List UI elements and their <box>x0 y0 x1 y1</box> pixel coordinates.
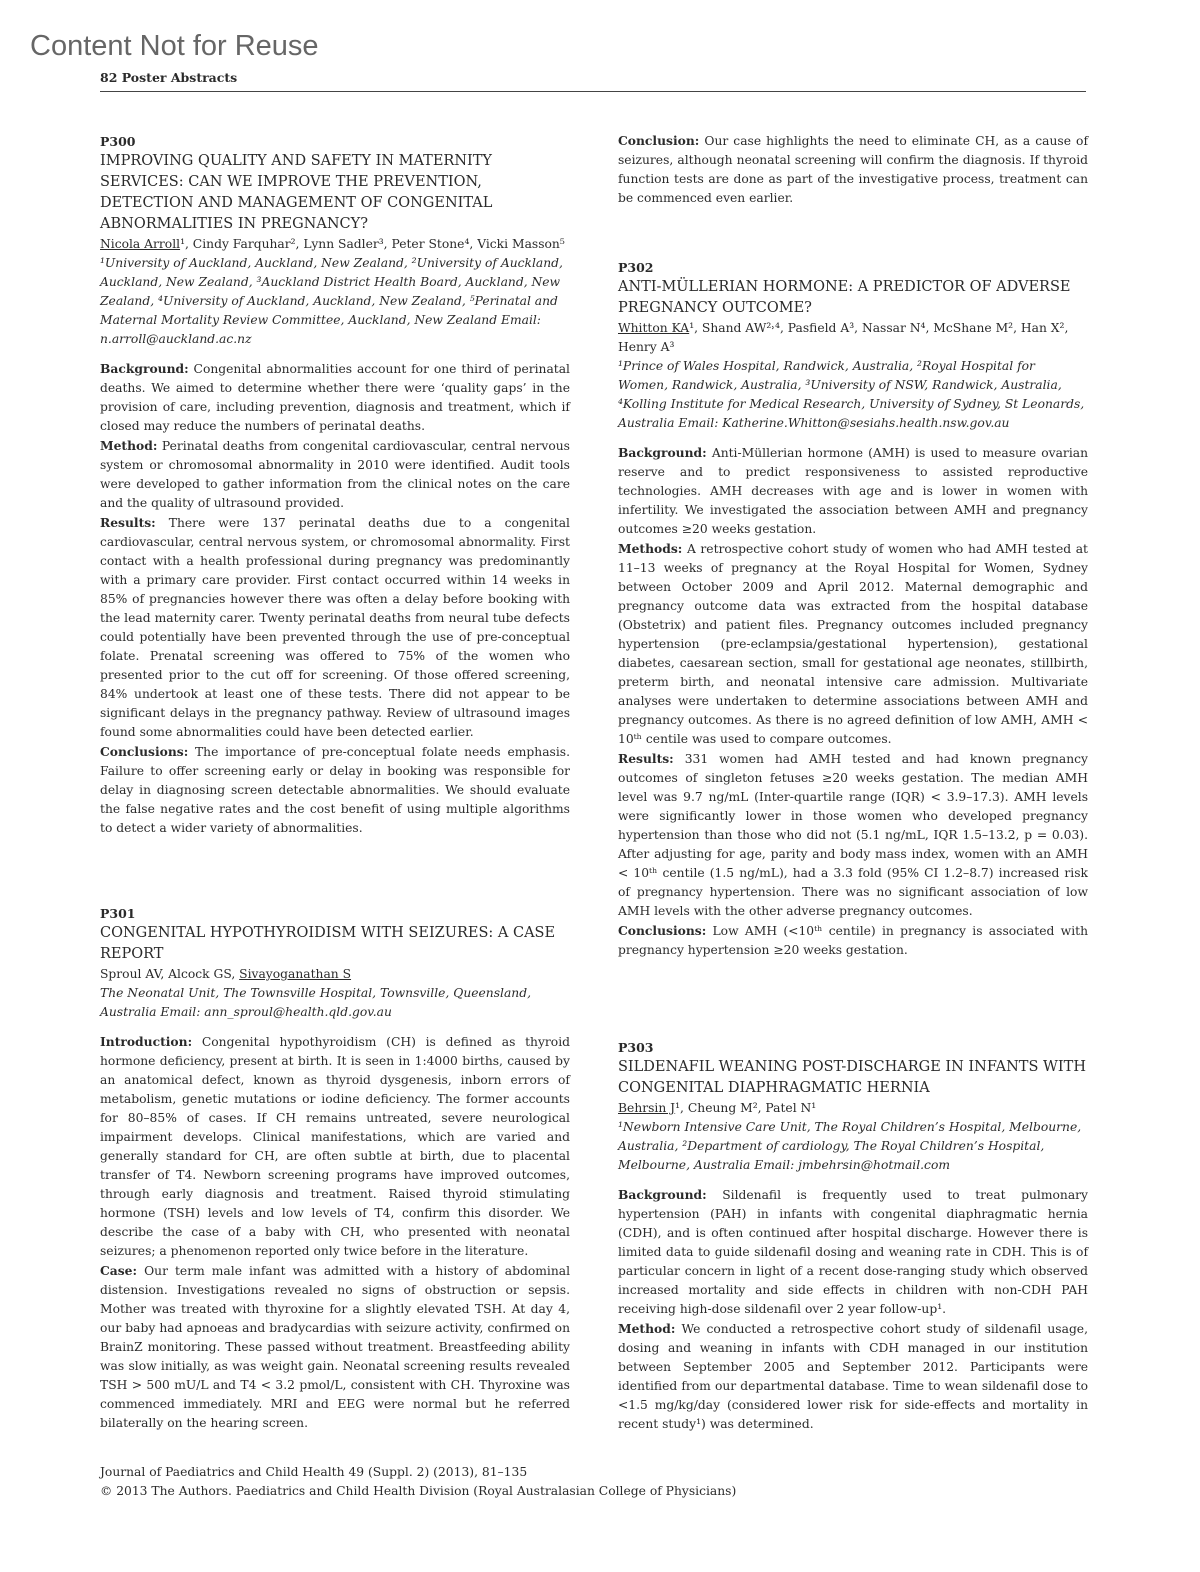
section <box>100 436 570 513</box>
section-text: A retrospective cohort study of women who had AMH tested at 11–13 weeks of pregnancy at the Royal Hospital for Women, Sydney between October 2009 and April 2012. Maternal demographic and pregnancy outcome data was extracted from the hospital database (Obstetrix) and patient files. Pregnancy outcomes included pregnancy hypertension (pre-eclampsia/gestational hypertension), gestational diabetes, caesarean section, small for gestational age neonates, stillbirth, preterm birth, and neonatal intensive care admission. Multivariate analyses were undertaken to determine associations between AMH and pregnancy outcomes. As there is no agreed definition of low AMH, AMH < 10ᵗʰ centile was used to compare outcomes. <box>618 542 1088 746</box>
running-header: 82 Poster Abstracts <box>100 70 238 85</box>
section-label: Introduction: <box>100 1034 193 1049</box>
presenter: Behrsin J <box>618 1101 676 1115</box>
section-text: 331 women had AMH tested and had known pregnancy outcomes of singleton fetuses ≥20 weeks gestation. The median AMH level was 9.7 ng/mL (Inter-quartile range (IQR) < 3.9–17.3). AMH levels were significantly lower in those women who developed pregnancy hypertension than those who did not (5.1 ng/mL, IQR 1.5–13.2, p = 0.03). After adjusting for age, parity and body mass index, women with an AMH < 10ᵗʰ centile (1.5 ng/mL), had a 3.3 fold (95% CI 1.2–8.7) increased risk of pregnancy hypertension. There was no significant association of low AMH levels with the other adverse pregnancy outcomes. <box>618 752 1088 918</box>
section-label: Method: <box>100 438 158 453</box>
presenter: Sivayoganathan S <box>239 967 352 981</box>
section-label: Background: <box>618 1187 707 1202</box>
section <box>100 1261 570 1433</box>
authors-rest: ¹, Cheung M², Patel N¹ <box>675 1101 817 1115</box>
abstract-title: IMPROVING QUALITY AND SAFETY IN MATERNITY SERVICES: CAN WE IMPROVE THE PREVENTION, DETECTION AND MANAGEMENT OF CONGENITAL ABNORMALITIES IN PREGNANCY? <box>100 153 493 232</box>
authors <box>618 1099 1088 1118</box>
section <box>618 539 1088 749</box>
section-label: Method: <box>618 1321 676 1336</box>
section-text: Anti-Müllerian hormone (AMH) is used to measure ovarian reserve and to predict responsiveness to assisted reproductive technologies. AMH decreases with age and is lower in women with infertility. We investigated the association between AMH and pregnancy outcomes ≥20 weeks gestation. <box>618 446 1088 536</box>
section <box>618 1185 1088 1319</box>
affiliations: ¹Prince of Wales Hospital, Randwick, Australia, ²Royal Hospital for Women, Randwick, Australia, ³University of NSW, Randwick, Australia, ⁴Kolling Institute for Medical Research, University of Sydney, St Leonards, Australia Email: Katherine.Whitton@sesiahs.health.nsw.gov.au <box>618 359 1085 430</box>
section-text: Congenital hypothyroidism (CH) is defined as thyroid hormone deficiency, present at birth. It is seen in 1:4000 births, caused by an anatomical defect, known as thyroid dysgenesis, inborn errors of metabolism, genetic mutations or iodine deficiency. The former accounts for 80–85% of cases. If CH remains untreated, severe neurological impairment develops. Clinical manifestations, which are varied and generally standard for CH, are often subtle at birth, due to placental transfer of T4. Newborn screening programs have improved outcomes, through early diagnosis and treatment. Raised thyroid stimulating hormone (TSH) levels and low levels of T4, confirm this disorder. We describe the case of a baby with CH, who presented with neonatal seizures; a phenomenon reported only twice before in the literature. <box>100 1035 570 1258</box>
section <box>100 513 570 742</box>
p301-conclusion <box>618 131 1088 208</box>
authors-rest: ¹, Shand AW²˒⁴, Pasfield A³, Nassar N⁴, McShane M², Han X², Henry A³ <box>618 321 1069 354</box>
copyright: © 2013 The Authors. Paediatrics and Child Health Division (Royal Australasian College of Physicians) <box>100 1484 737 1498</box>
affiliations: The Neonatal Unit, The Townsville Hospital, Townsville, Queensland, Australia Email: ann_sproul@health.qld.gov.au <box>100 986 531 1019</box>
abstract-title: CONGENITAL HYPOTHYROIDISM WITH SEIZURES: A CASE REPORT <box>100 925 556 962</box>
section-label: Results: <box>100 515 156 530</box>
authors-rest: ¹, Cindy Farquhar², Lynn Sadler³, Peter Stone⁴, Vicki Masson⁵ <box>180 237 565 251</box>
section-text: The importance of pre-conceptual folate needs emphasis. Failure to offer screening early or delay in booking was responsible for delay in diagnosing screen detectable abnormalities. We should evaluate the false negative rates and the cost benefit of using multiple algorithms to detect a wider variety of abnormalities. <box>100 745 570 835</box>
section-label: Background: <box>100 361 189 376</box>
section <box>100 1032 570 1261</box>
section <box>618 443 1088 539</box>
section-text: Perinatal deaths from congenital cardiovascular, central nervous system or chromosomal abnormality in 2010 were identified. Audit tools were developed to gather information from the clinical notes on the care and the quality of ultrasound provided. <box>100 439 570 510</box>
abstract-id: P302 <box>618 260 654 275</box>
section-text: Congenital abnormalities account for one third of perinatal deaths. We aimed to determine whether there were ‘quality gaps’ in the provision of care, including prevention, diagnosis and treatment, which if closed may reduce the numbers of perinatal deaths. <box>100 362 570 433</box>
authors <box>100 235 570 254</box>
section-text: There were 137 perinatal deaths due to a congenital cardiovascular, central nervous system, or chromosomal abnormality. First contact with a health professional during pregnancy was predominantly with a primary care provider. First contact occurred within 14 weeks in 85% of pregnancies however there was often a delay before booking with the lead maternity carer. Twenty perinatal deaths from neural tube defects could potentially have been prevented through the use of pre-conceptual folate. Prenatal screening was offered to 75% of the women who presented prior to the cut off for screening. Of those offered screening, 84% undertook at least one of these tests. There did not appear to be significant delays in the pregnancy pathway. Review of ultrasound images found some abnormalities could have been detected earlier. <box>100 516 570 739</box>
section-text: Low AMH (<10ᵗʰ centile) in pregnancy is associated with pregnancy hypertension ≥20 weeks gestation. <box>618 924 1088 957</box>
abstract-id: P301 <box>100 906 136 921</box>
authors <box>618 319 1088 357</box>
section <box>618 921 1088 960</box>
page-footer <box>100 1463 736 1501</box>
watermark: Content Not for Reuse <box>30 30 319 62</box>
abstract-p302 <box>618 258 1088 960</box>
section-text: We conducted a retrospective cohort study of sildenafil usage, dosing and weaning in infants with CDH managed in our institution between September 2005 and September 2012. Participants were identified from our departmental database. Time to wean sildenafil dose to <1.5 mg/kg/day (considered lower risk for side-effects and mortality in recent study¹) was determined. <box>618 1322 1088 1431</box>
section <box>618 1319 1088 1434</box>
affiliations: ¹Newborn Intensive Care Unit, The Royal Children’s Hospital, Melbourne, Australia, ²Department of cardiology, The Royal Children’s Hospital, Melbourne, Australia Email: jmbehrsin@hotmail.com <box>618 1120 1082 1172</box>
section-text: Our case highlights the need to eliminate CH, as a cause of seizures, although neonatal screening will confirm the diagnosis. If thyroid function tests are done as part of the investigative process, treatment can be commenced even earlier. <box>618 134 1088 205</box>
section <box>100 742 570 838</box>
section-label: Background: <box>618 445 707 460</box>
section-label: Results: <box>618 751 674 766</box>
authors <box>100 965 570 984</box>
section <box>618 749 1088 921</box>
presenter: Nicola Arroll <box>100 237 181 251</box>
section <box>618 131 1088 208</box>
abstract-p300 <box>100 132 570 838</box>
presenter: Whitton KA <box>618 321 690 335</box>
abstract-p301 <box>100 904 570 1433</box>
section-label: Conclusion: <box>618 133 700 148</box>
journal-citation: Journal of Paediatrics and Child Health 49 (Suppl. 2) (2013), 81–135 <box>100 1465 528 1479</box>
section-label: Methods: <box>618 541 683 556</box>
section-text: Sildenafil is frequently used to treat pulmonary hypertension (PAH) in infants with congenital diaphragmatic hernia (CDH), and is often continued after hospital discharge. However there is limited data to guide sildenafil dosing and weaning rate in CDH. This is of particular concern in light of a recent dose-ranging study which observed increased mortality and side effects in children with non-CDH PAH receiving high-dose sildenafil over 2 year follow-up¹. <box>618 1188 1088 1316</box>
section-text: Our term male infant was admitted with a history of abdominal distension. Investigations revealed no signs of obstruction or sepsis. Mother was treated with thyroxine for a slightly elevated TSH. At day 4, our baby had apnoeas and bradycardias with seizure activity, confirmed on BrainZ monitoring. These passed without treatment. Breastfeeding ability was slow initially, as was weight gain. Neonatal screening results revealed TSH > 500 mU/L and T4 < 3.2 pmol/L, consistent with CH. Thyroxine was commenced immediately. MRI and EEG were normal but he referred bilaterally on the hearing screen. <box>100 1264 570 1430</box>
abstract-id: P300 <box>100 134 136 149</box>
section-label: Conclusions: <box>100 744 189 759</box>
section <box>100 359 570 436</box>
abstract-title: SILDENAFIL WEANING POST-DISCHARGE IN INFANTS WITH CONGENITAL DIAPHRAGMATIC HERNIA <box>618 1059 1086 1096</box>
authors-rest: Sproul AV, Alcock GS, <box>100 967 240 981</box>
abstract-id: P303 <box>618 1040 654 1055</box>
affiliations: ¹University of Auckland, Auckland, New Zealand, ²University of Auckland, Auckland, New Zealand, ³Auckland District Health Board, Auckland, New Zealand, ⁴University of Auckland, Auckland, New Zealand, ⁵Perinatal and Maternal Mortality Review Committee, Auckland, New Zealand Email: n.arroll@auckland.ac.nz <box>100 256 563 346</box>
abstract-title: ANTI-MÜLLERIAN HORMONE: A PREDICTOR OF ADVERSE PREGNANCY OUTCOME? <box>618 279 1071 316</box>
abstract-p303 <box>618 1038 1088 1434</box>
header-rule <box>100 91 1086 92</box>
section-label: Case: <box>100 1263 138 1278</box>
section-label: Conclusions: <box>618 923 707 938</box>
